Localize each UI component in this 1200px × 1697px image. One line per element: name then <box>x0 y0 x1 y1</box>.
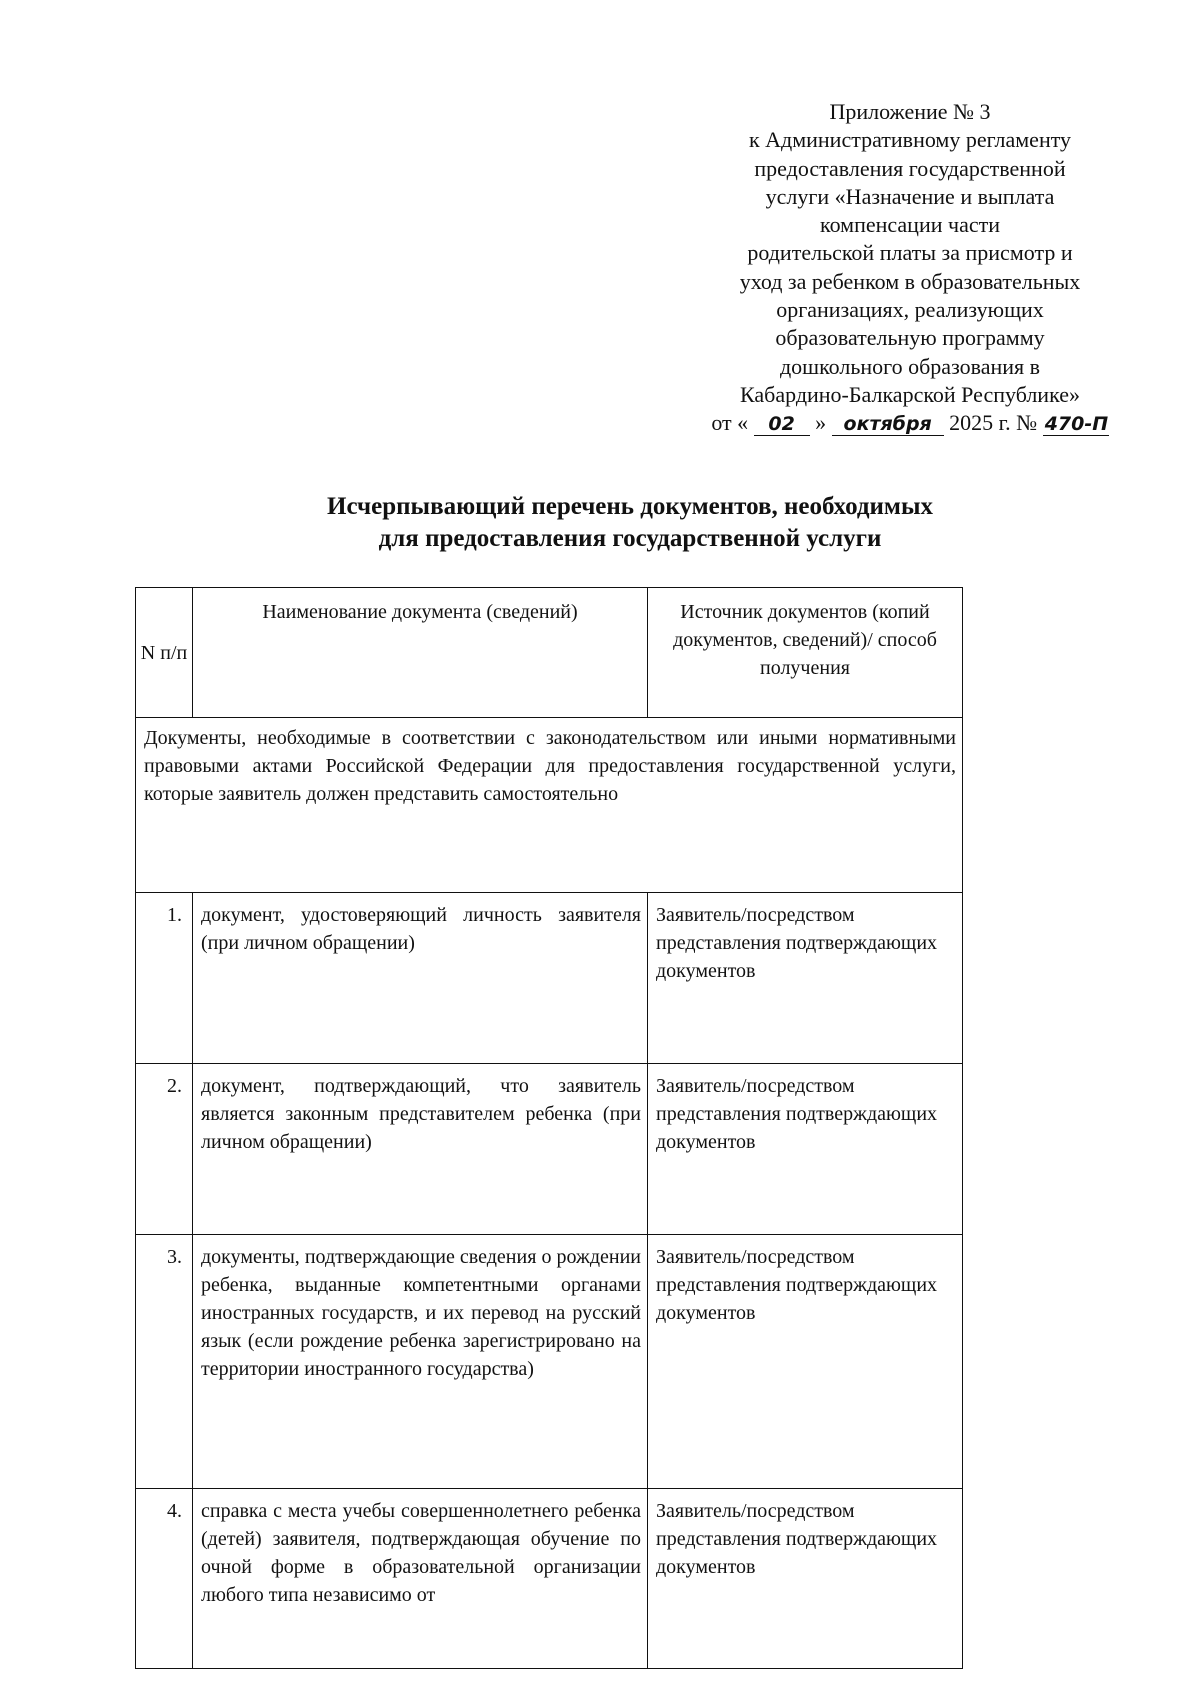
header-source: Источник документов (копий документов, сведений)/ способ получения <box>648 588 963 718</box>
row-name: документы, подтверждающие сведения о рождении ребенка, выданные компетентными органами иностранных государств, и их перевод на русский язык (если рождение ребенка зарегистрировано на территории иностранного государства) <box>193 1235 648 1489</box>
table-row <box>136 1489 963 1669</box>
document-title <box>180 491 1080 555</box>
row-num: 2. <box>136 1064 193 1235</box>
row-source: Заявитель/посредством представления подтверждающих документов <box>648 1489 963 1669</box>
appendix-date-line <box>700 409 1120 437</box>
table-row <box>136 1064 963 1235</box>
row-source: Заявитель/посредством представления подтверждающих документов <box>648 1064 963 1235</box>
appendix-line: к Административному регламенту <box>748 127 1072 153</box>
documents-table <box>135 587 963 1669</box>
header-num: N п/п <box>136 588 193 718</box>
appendix-block <box>700 98 1120 438</box>
row-name: документ, подтверждающий, что заявитель является законным представителем ребенка (при личном обращении) <box>193 1064 648 1235</box>
table-row <box>136 893 963 1064</box>
section-row <box>136 718 963 893</box>
doc-number-handwritten: 470-П <box>1044 413 1109 436</box>
table-row <box>136 1235 963 1489</box>
appendix-line: услуги «Назначение и выплата <box>765 183 1055 209</box>
row-num: 1. <box>136 893 193 1064</box>
appendix-line: предоставления государственной <box>754 155 1066 181</box>
appendix-line: уход за ребенком в образовательных <box>739 268 1081 294</box>
appendix-line: образовательную программу <box>775 325 1045 351</box>
date-month-handwritten: октября <box>832 413 944 436</box>
date-year: 2025 г. № <box>949 410 1038 436</box>
row-num: 3. <box>136 1235 193 1489</box>
row-source: Заявитель/посредством представления подтверждающих документов <box>648 893 963 1064</box>
appendix-line: родительской платы за присмотр и <box>747 240 1073 266</box>
row-num: 4. <box>136 1489 193 1669</box>
date-mid: » <box>815 410 827 436</box>
title-line-1: Исчерпывающий перечень документов, необходимых <box>327 493 933 520</box>
appendix-line: Кабардино-Балкарской Республике» <box>740 381 1080 407</box>
appendix-line: Приложение № 3 <box>829 99 991 124</box>
appendix-line: дошкольного образования в <box>779 353 1041 379</box>
appendix-line: компенсации части <box>820 212 1000 238</box>
row-source: Заявитель/посредством представления подтверждающих документов <box>648 1235 963 1489</box>
date-prefix: от « <box>711 410 749 436</box>
header-name: Наименование документа (сведений) <box>193 588 648 718</box>
section-text: Документы, необходимые в соответствии с законодательством или иными нормативными правовыми актами Российской Федерации для предоставления государственной услуги, которые заявитель должен представить самостоятельно <box>136 718 963 893</box>
title-line-2: для предоставления государственной услуги <box>378 525 882 552</box>
date-day-handwritten: 02 <box>754 413 810 436</box>
row-name: документ, удостоверяющий личность заявителя (при личном обращении) <box>193 893 648 1064</box>
appendix-line: организациях, реализующих <box>776 297 1044 323</box>
row-name: справка с места учебы совершеннолетнего ребенка (детей) заявителя, подтверждающая обучение по очной форме в образовательной организации любого типа независимо от <box>193 1489 648 1669</box>
table-header-row <box>136 588 963 718</box>
